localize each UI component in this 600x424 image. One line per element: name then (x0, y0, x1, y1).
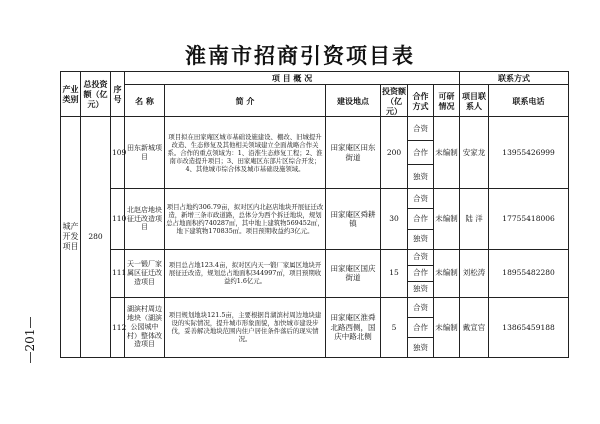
header-person: 项目联系人 (460, 85, 489, 117)
project-investment: 200 (381, 117, 408, 189)
project-name: 北赵店地块征迁改造项目 (125, 189, 165, 249)
header-coop: 合作方式 (408, 85, 434, 117)
header-investment: 投资额（亿元） (382, 85, 406, 116)
coop-option: 独资 (408, 229, 434, 249)
project-investment: 5 (381, 297, 408, 357)
category-total: 280 (81, 117, 111, 358)
project-seq: 111 (111, 249, 125, 297)
category-cell: 城产开发项目 (61, 117, 81, 358)
header-location: 建设地点 (326, 85, 381, 117)
project-phone: 18955482280 (489, 249, 569, 297)
project-seq: 109 (111, 117, 125, 189)
page-title: 淮南市招商引资项目表 (185, 43, 415, 68)
coop-option: 合资 (408, 249, 434, 265)
page-number (20, 305, 40, 375)
coop-option: 合作 (408, 265, 434, 281)
header-industry: 产业类别 (61, 72, 81, 117)
project-person: 陆 洋 (460, 189, 489, 249)
table-row (61, 249, 569, 265)
project-feasibility: 未编制 (434, 189, 460, 249)
project-name: 天一锻厂家属区征迁改造项目 (125, 249, 165, 297)
project-person: 刘松涛 (460, 249, 489, 297)
header-row-2 (61, 85, 569, 117)
project-seq: 110 (111, 189, 125, 249)
project-location: 田家庵区国庆街道 (326, 249, 381, 297)
header-intro: 简 介 (165, 85, 326, 117)
project-investment: 15 (381, 249, 408, 297)
project-phone: 13865459188 (489, 297, 569, 357)
coop-option: 合作 (408, 141, 434, 165)
project-phone: 13955426999 (489, 117, 569, 189)
coop-option: 合资 (408, 189, 434, 209)
table-row (61, 189, 569, 209)
coop-option: 合作 (408, 317, 434, 337)
investment-table (60, 71, 569, 358)
header-phone: 联系电话 (489, 85, 569, 117)
header-seq: 序号 (111, 72, 125, 117)
coop-option: 合作 (408, 209, 434, 229)
project-person: 戴宣官 (460, 297, 489, 357)
project-location: 田家庵区田东街道 (326, 117, 381, 189)
project-seq: 112 (111, 297, 125, 357)
coop-option: 独资 (408, 281, 434, 297)
page-number-text: —201— (23, 316, 37, 364)
project-location: 田家庵区舜耕镇 (326, 189, 381, 249)
header-total: 总投资额（亿元） (81, 72, 111, 117)
header-overview: 项 目 概 况 (125, 72, 460, 85)
coop-option: 合资 (408, 117, 434, 141)
project-person: 安家龙 (460, 117, 489, 189)
project-name: 湖滨村周边地块（湖滨公园城中村）整体改造项目 (125, 297, 165, 357)
header-contact: 联系方式 (460, 72, 569, 85)
header-feasibility: 可研情况 (434, 85, 460, 117)
table-row (61, 117, 569, 141)
project-name: 田东新城项目 (125, 117, 165, 189)
project-intro: 项目总占地123.4亩，拟对区内天一锻厂家属区地块开展征迁改造，规划总占地面积344997㎡，项目预期收益约1.6亿元。 (165, 249, 326, 297)
project-intro: 项目拟在田家庵区城市基础设施建设、棚改、旧城提升改造、生态修复及其他相关领域建立全面战略合作关系。合作的重点领域为：1、沿淮生态修复工程；2、淮南市改造提升项目；3、田家庵区东部片区综合开发；4、其他城市综合体及城市基础设施领域。 (165, 117, 326, 189)
coop-option: 独资 (408, 337, 434, 357)
project-intro: 项目占地约306.79亩，拟对区内北赵店地块开展征迁改造，新增三条市政道路，总体分为西个拆迁地块，规划总占地面积约740287㎡，其中地上建筑物569452㎡，地下建筑物170835㎡。项目预期收益约3亿元。 (165, 189, 326, 249)
coop-option: 合资 (408, 297, 434, 317)
project-investment: 30 (381, 189, 408, 249)
project-phone: 17755418006 (489, 189, 569, 249)
header-row-1 (61, 72, 569, 85)
project-location: 田家庵区淮舜北路西侧，国庆中路北侧 (326, 297, 381, 357)
table-row (61, 297, 569, 317)
coop-option: 独资 (408, 165, 434, 189)
project-feasibility: 未编制 (434, 249, 460, 297)
header-name: 名 称 (125, 85, 165, 117)
project-feasibility: 未编制 (434, 117, 460, 189)
project-intro: 项目规划地块121.5亩，主要根据肖湖滨村周边地块建设的实际情况，提升城市形象面貌，加快城市建设步伐，妥善解决地块范围内住户居住条件落后的现实情况。 (165, 297, 326, 357)
project-feasibility: 未编制 (434, 297, 460, 357)
